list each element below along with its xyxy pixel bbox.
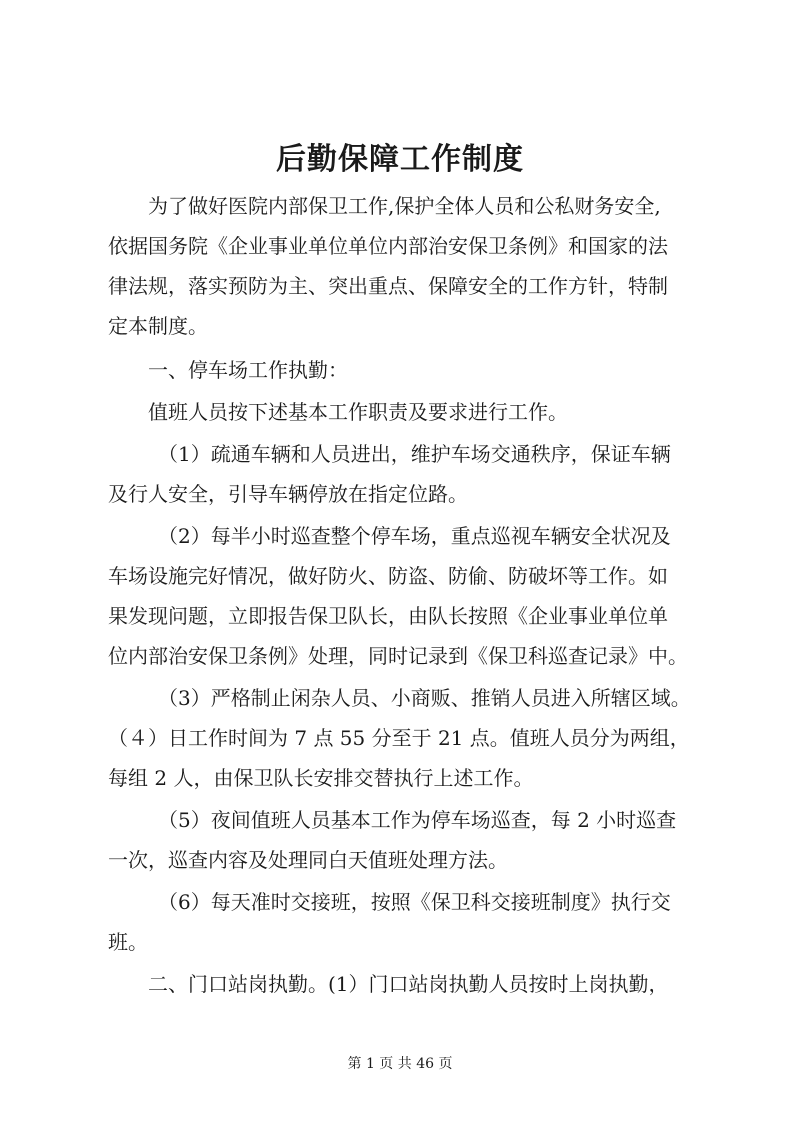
body-line: 律法规，落实预防为主、突出重点、保障安全的工作方针，特制 [108,274,668,298]
body-line: 一次，巡查内容及处理同白天值班处理方法。 [108,848,508,872]
document-title: 后勤保障工作制度 [276,142,524,177]
section-heading: 一、停车场工作执勤： [148,358,348,382]
body-line: 车场设施完好情况，做好防火、防盗、防偷、防破坏等工作。如 [108,564,668,588]
body-line: 班。 [108,930,148,954]
body-line: 依据国务院《企业事业单位单位内部治安保卫条例》和国家的法 [108,234,668,258]
body-line: （3）严格制止闲杂人员、小商贩、推销人员进入所辖区域。 [158,686,691,710]
body-line: 值班人员按下述基本工作职责及要求进行工作。 [148,400,568,424]
body-line: 位内部治安保卫条例》处理，同时记录到《保卫科巡查记录》中。 [108,644,688,668]
body-line: （４）日工作时间为 7 点 55 分至于 21 点。值班人员分为两组， [108,726,690,750]
body-line: 果发现问题，立即报告保卫队长，由队长按照《企业事业单位单 [108,604,668,628]
body-line: 为了做好医院内部保卫工作,保护全体人员和公私财务安全, [148,194,661,218]
body-line: （2）每半小时巡查整个停车场，重点巡视车辆安全状况及 [158,524,671,548]
body-line: 定本制度。 [108,314,208,338]
body-line: （6）每天准时交接班，按照《保卫科交接班制度》执行交 [158,890,671,914]
body-line: （5）夜间值班人员基本工作为停车场巡查，每 2 小时巡查 [158,808,677,832]
section-heading: 二、门口站岗执勤。(1）门口站岗执勤人员按时上岗执勤， [148,972,669,996]
body-line: 每组 2 人，由保卫队长安排交替执行上述工作。 [108,766,534,790]
page-number: 第 1 页 共 46 页 [347,1056,453,1072]
body-line: 及行人安全，引导车辆停放在指定位路。 [108,482,468,506]
body-line: （1）疏通车辆和人员进出，维护车场交通秩序，保证车辆 [158,442,671,466]
